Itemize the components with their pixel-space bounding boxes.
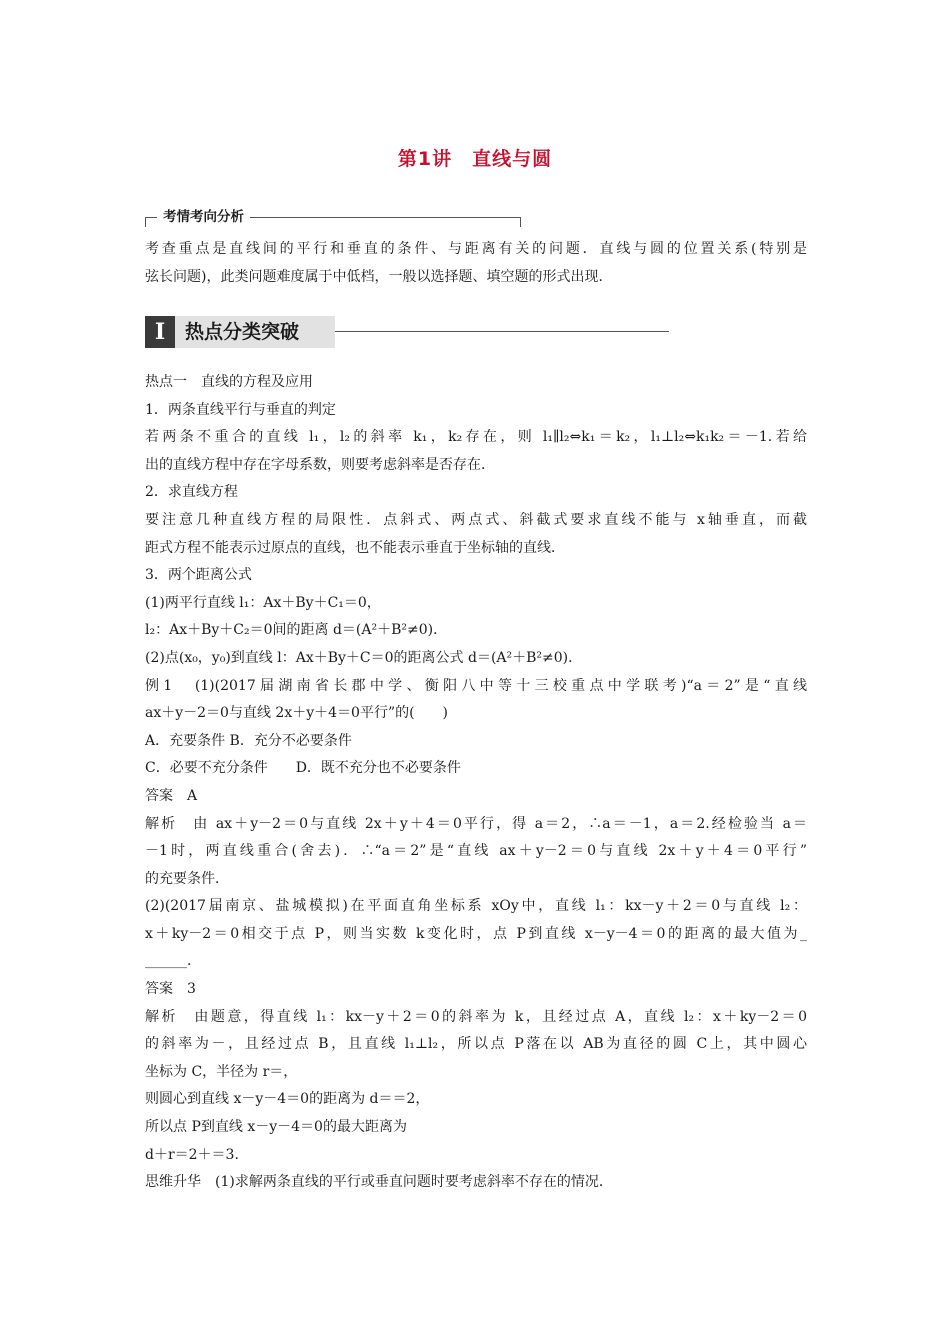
page-title: 第1讲 直线与圆 xyxy=(397,148,553,170)
option-line: A．充要条件 B．充分不必要条件 xyxy=(145,732,352,749)
analysis-line: 考查重点是直线间的平行和垂直的条件、与距离有关的问题．直线与圆的位置关系(特别是 xyxy=(145,241,807,257)
solution-line: 解析 由 ax＋y－2＝0与直线 2x＋y＋4＝0平行，得 a＝2，∴a＝－1，a＝2.经检验当 a＝ xyxy=(145,815,807,832)
subheading: 2．求直线方程 xyxy=(145,484,238,501)
solution-line: d＋r＝2＋＝3. xyxy=(145,1146,239,1163)
analysis-heading xyxy=(145,207,521,229)
option-line: C．必要不充分条件 D．既不充分也不必要条件 xyxy=(145,760,461,777)
heading-tick-right xyxy=(520,217,521,227)
summary-line: 思维升华 (1)求解两条直线的平行或垂直问题时要考虑斜率不存在的情况． xyxy=(145,1174,613,1191)
body-line: 要注意几种直线方程的局限性．点斜式、两点式、斜截式要求直线不能与 x轴垂直，而截 xyxy=(145,511,807,528)
example-line: ______． xyxy=(145,953,201,970)
answer-line: 答案 3 xyxy=(145,981,196,998)
example-line: x＋ky－2＝0相交于点 P，则当实数 k变化时，点 P到直线 x－y－4＝0的距离的最大值为_ xyxy=(145,925,807,942)
solution-line: －1时，两直线重合(舍去)．∴“a＝2”是“直线 ax＋y－2＝0与直线 2x＋y＋4＝0平行” xyxy=(145,843,807,860)
body-line: 出的直线方程中存在字母系数，则要考虑斜率是否存在． xyxy=(145,456,495,473)
example-line: (2)(2017届南京、盐城模拟)在平面直角坐标系 xOy中，直线 l₁：kx－y＋2＝0与直线 l₂： xyxy=(145,898,807,915)
formula-line: (1)两平行直线 l₁：Ax＋By＋C₁＝0， xyxy=(145,594,381,611)
answer-line: 答案 A xyxy=(145,787,198,804)
solution-line: 的充要条件． xyxy=(145,870,229,887)
section-rule xyxy=(335,331,669,332)
formula-line: l₂：Ax＋By＋C₂＝0间的距离 d＝(A²＋B²≠0)． xyxy=(145,622,448,639)
solution-line: 解析 由题意，得直线 l₁：kx－y＋2＝0的斜率为 k，且经过点 A，直线 l₂：x＋ky－2＝0 xyxy=(145,1008,807,1025)
body-text xyxy=(145,369,807,1197)
example-line: ax＋y－2＝0与直线 2x＋y＋4＝0平行”的( ) xyxy=(145,705,449,722)
subheading: 1．两条直线平行与垂直的判定 xyxy=(145,401,336,418)
section-number: I xyxy=(145,316,175,348)
body-line: 若两条不重合的直线 l₁，l₂的斜率 k₁，k₂存在，则 l₁∥l₂⇔k₁＝k₂，l₁⊥l₂⇔k₁k₂＝－1.若给 xyxy=(145,429,807,446)
solution-line: 的斜率为－，且经过点 B，且直线 l₁⊥l₂，所以点 P落在以 AB为直径的圆 C上，其中圆心 xyxy=(145,1036,807,1053)
solution-line: 则圆心到直线 x－y－4＝0的距离为 d＝＝2， xyxy=(145,1091,430,1108)
formula-line: (2)点(x₀，y₀)到直线 l：Ax＋By＋C＝0的距离公式 d＝(A²＋B²≠0)． xyxy=(145,649,583,666)
analysis-line: 弦长问题)，此类问题难度属于中低档，一般以选择题、填空题的形式出现． xyxy=(145,268,613,285)
body-line: 距式方程不能表示过原点的直线，也不能表示垂直于坐标轴的直线． xyxy=(145,539,565,556)
subheading: 3．两个距离公式 xyxy=(145,567,252,584)
solution-line: 坐标为 C，半径为 r＝， xyxy=(145,1063,298,1080)
analysis-heading-label: 考情考向分析 xyxy=(157,207,250,227)
heading-tick-left xyxy=(145,217,146,227)
example-line: 例1 (1)(2017届湖南省长郡中学、衡阳八中等十三校重点中学联考)“a＝2”是“直线 xyxy=(145,677,807,694)
hot-topic-heading: 热点一 直线的方程及应用 xyxy=(145,374,313,390)
analysis-paragraph xyxy=(145,236,807,291)
solution-line: 所以点 P到直线 x－y－4＝0的最大距离为 xyxy=(145,1119,407,1136)
section-heading xyxy=(145,316,525,348)
section-title: 热点分类突破 xyxy=(175,316,335,348)
